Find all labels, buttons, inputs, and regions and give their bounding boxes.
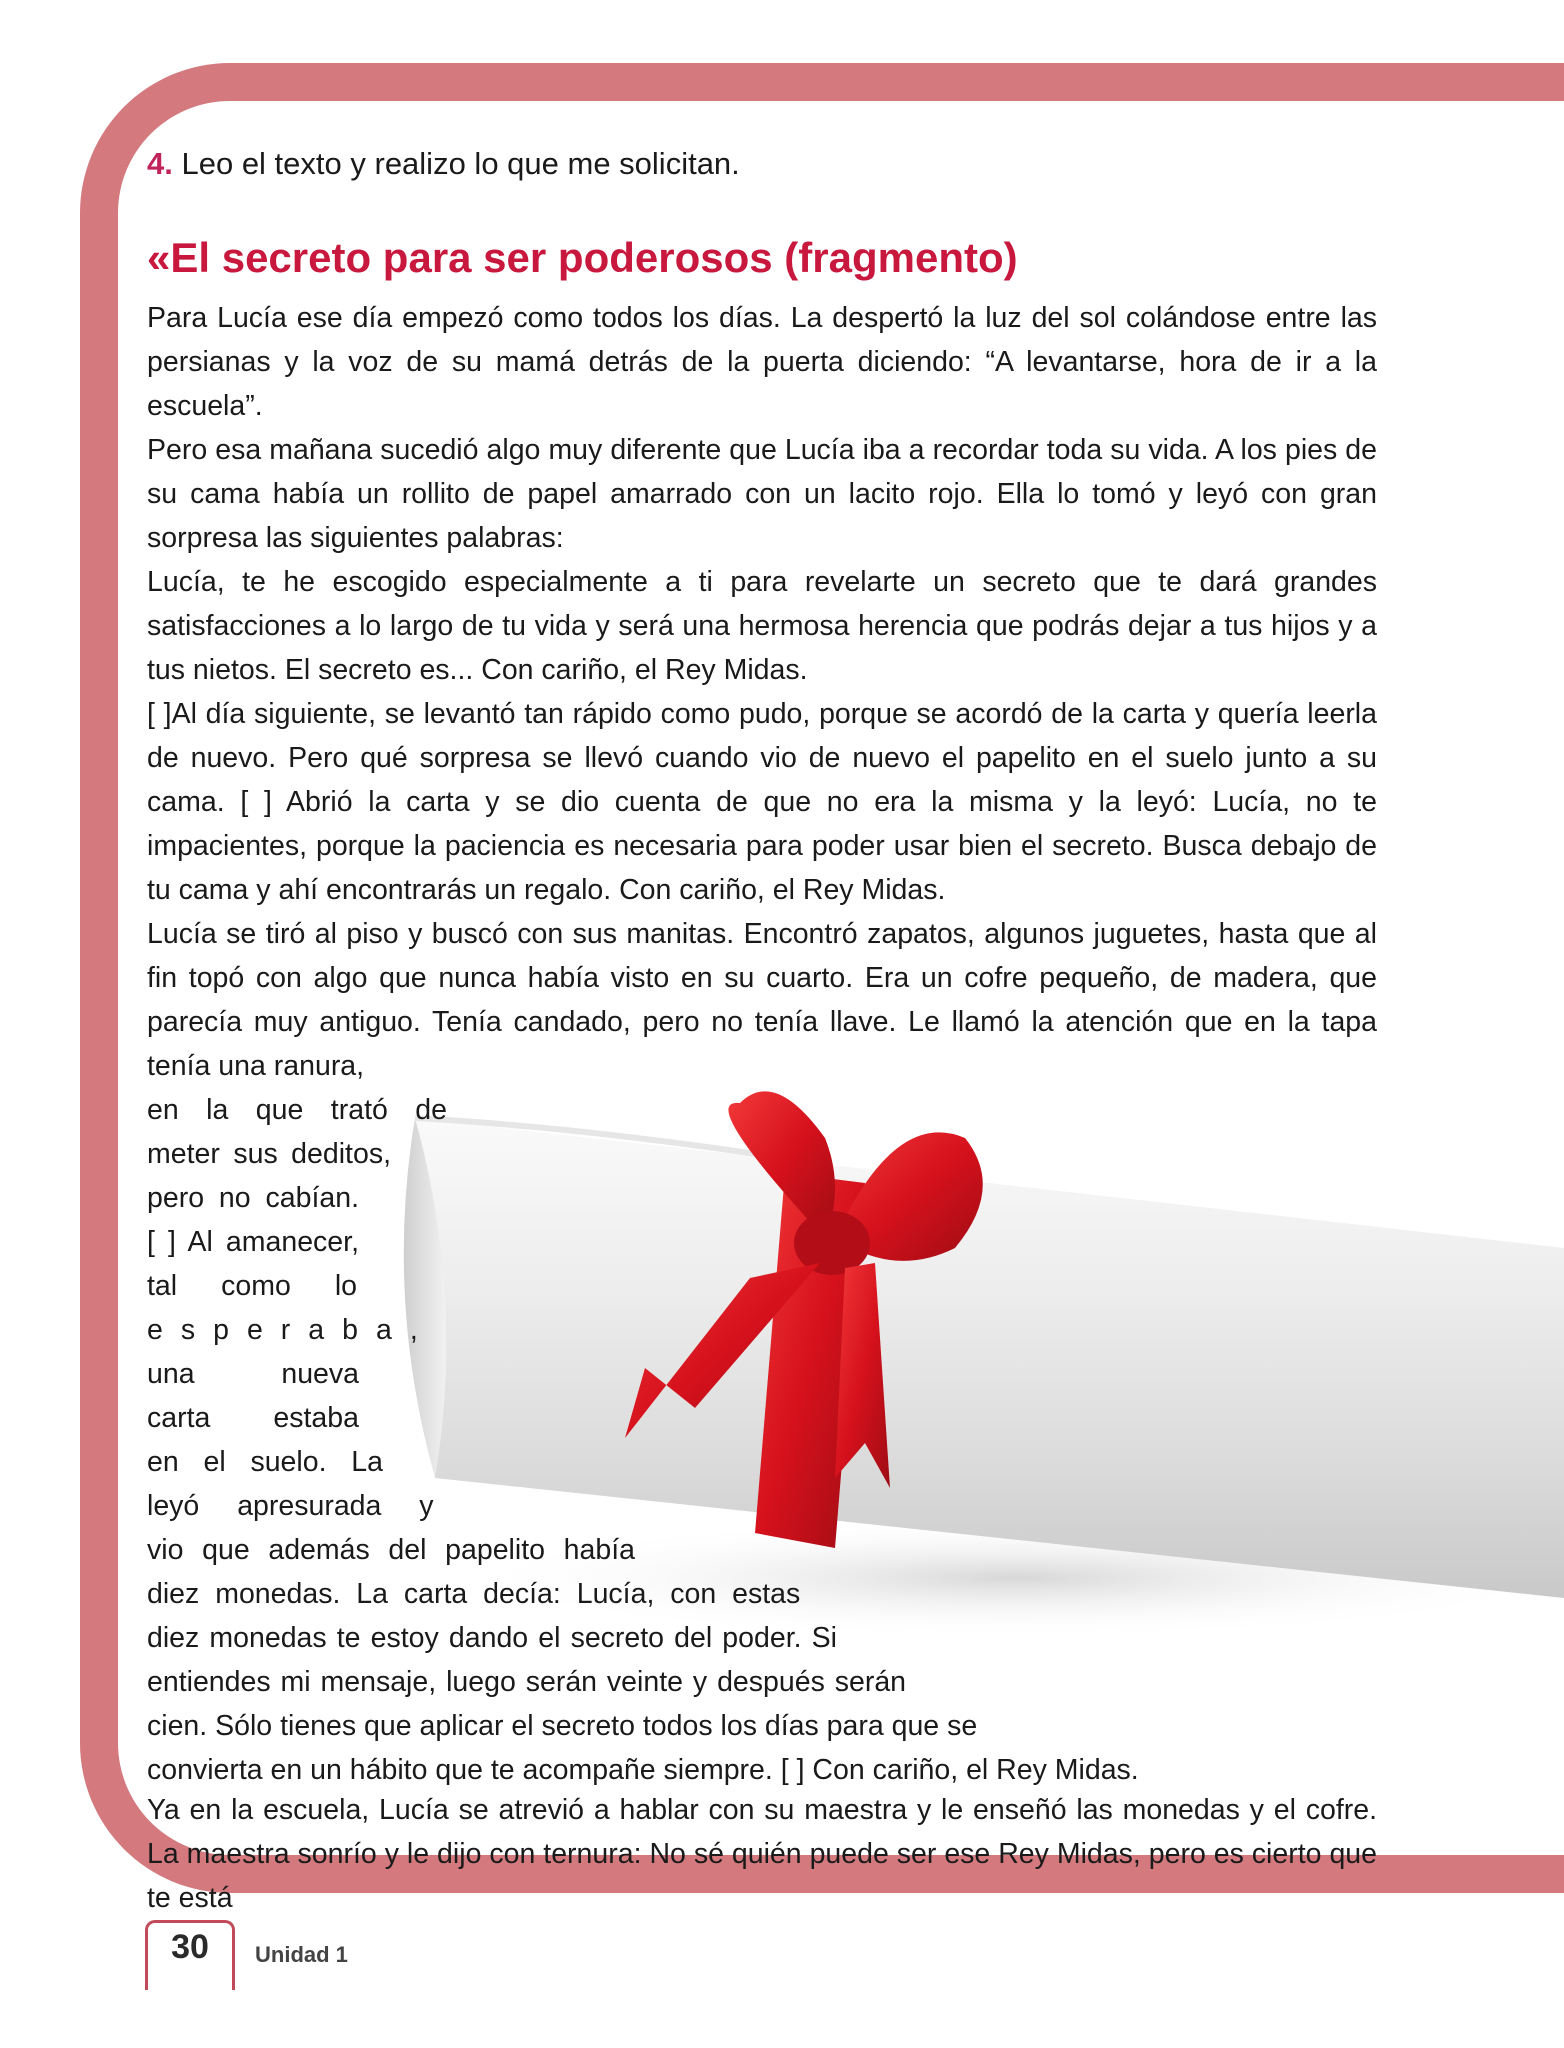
wrapped-line: [ ] Al amanecer, bbox=[147, 1226, 359, 1258]
wrapped-line: esperaba, bbox=[147, 1314, 436, 1346]
page-number: 30 bbox=[171, 1928, 209, 1966]
wrapped-line: en la que trató de bbox=[147, 1094, 447, 1126]
wrapped-line: pero no cabían. bbox=[147, 1182, 359, 1214]
story-paragraph: [ ]Al día siguiente, se levantó tan rápido como pudo, porque se acordó de la carta y quería leerla de nuevo. Pero qué sorpresa se llevó cuando vio de nuevo el papelito en el suelo junto a su cama. [ ] Abrió la carta y se dio cuenta de que no era la misma y la leyó: Lucía, no te impacientes, porque la paciencia es necesaria para poder usar bien el secreto. Busca debajo de tu cama y ahí encontrarás un regalo. Con cariño, el Rey Midas. bbox=[147, 698, 1377, 906]
instruction-number: 4. bbox=[147, 146, 173, 181]
wrapped-line: carta estaba bbox=[147, 1402, 359, 1434]
instruction-text: Leo el texto y realizo lo que me solicitan. bbox=[181, 146, 740, 181]
wrapped-line: en el suelo. La bbox=[147, 1446, 383, 1478]
instruction bbox=[147, 142, 1377, 186]
story-paragraph: Lucía se tiró al piso y buscó con sus manitas. Encontró zapatos, algunos juguetes, hasta que al fin topó con algo que nunca había visto en su cuarto. Era un cofre pequeño, de madera, que parecía muy antiguo. Tenía candado, pero no tenía llave. Le llamó la atención que en la tapa tenía una ranura, bbox=[147, 918, 1377, 1082]
wrapped-line: diez monedas. La carta decía: Lucía, con estas bbox=[147, 1578, 801, 1610]
wrapped-text-block bbox=[147, 1088, 1377, 1788]
story-paragraph: Pero esa mañana sucedió algo muy diferente que Lucía iba a recordar toda su vida. A los pies de su cama había un rollito de papel amarrado con un lacito rojo. Ella lo tomó y leyó con gran sorpresa las siguientes palabras: bbox=[147, 434, 1377, 554]
wrapped-line: tal como lo bbox=[147, 1270, 357, 1302]
wrapped-line: entiendes mi mensaje, luego serán veinte y después serán bbox=[147, 1666, 907, 1698]
wrapped-line: leyó apresurada y bbox=[147, 1490, 434, 1522]
story-paragraph: Para Lucía ese día empezó como todos los días. La despertó la luz del sol colándose entre las persianas y la voz de su mamá detrás de la puerta diciendo: “A levantarse, hora de ir a la escuela”. bbox=[147, 302, 1377, 422]
story-paragraph: Lucía, te he escogido especialmente a ti para revelarte un secreto que te dará grandes satisfacciones a lo largo de tu vida y será una hermosa herencia que podrás dejar a tus hijos y a tus nietos. El secreto es... Con cariño, el Rey Midas. bbox=[147, 566, 1377, 686]
wrapped-line: meter sus deditos, bbox=[147, 1138, 391, 1170]
page-content bbox=[147, 142, 1377, 1920]
wrapped-line: vio que además del papelito había bbox=[147, 1534, 635, 1566]
story-final-paragraph: Ya en la escuela, Lucía se atrevió a hablar con su maestra y le enseñó las monedas y el cofre. La maestra sonrío y le dijo con ternura: No sé quién puede ser ese Rey Midas, pero es cierto que te está bbox=[147, 1794, 1377, 1914]
wrapped-line: convierta en un hábito que te acompañe siempre. [ ] Con cariño, el Rey Midas. bbox=[147, 1754, 1139, 1786]
wrapped-line: una nueva bbox=[147, 1358, 359, 1390]
story-title: «El secreto para ser poderosos (fragmento) bbox=[147, 234, 1018, 281]
unit-label: Unidad 1 bbox=[255, 1942, 348, 1967]
wrapped-line: diez monedas te estoy dando el secreto del poder. Si bbox=[147, 1622, 837, 1654]
wrapped-line: cien. Sólo tienes que aplicar el secreto todos los días para que se bbox=[147, 1710, 978, 1742]
